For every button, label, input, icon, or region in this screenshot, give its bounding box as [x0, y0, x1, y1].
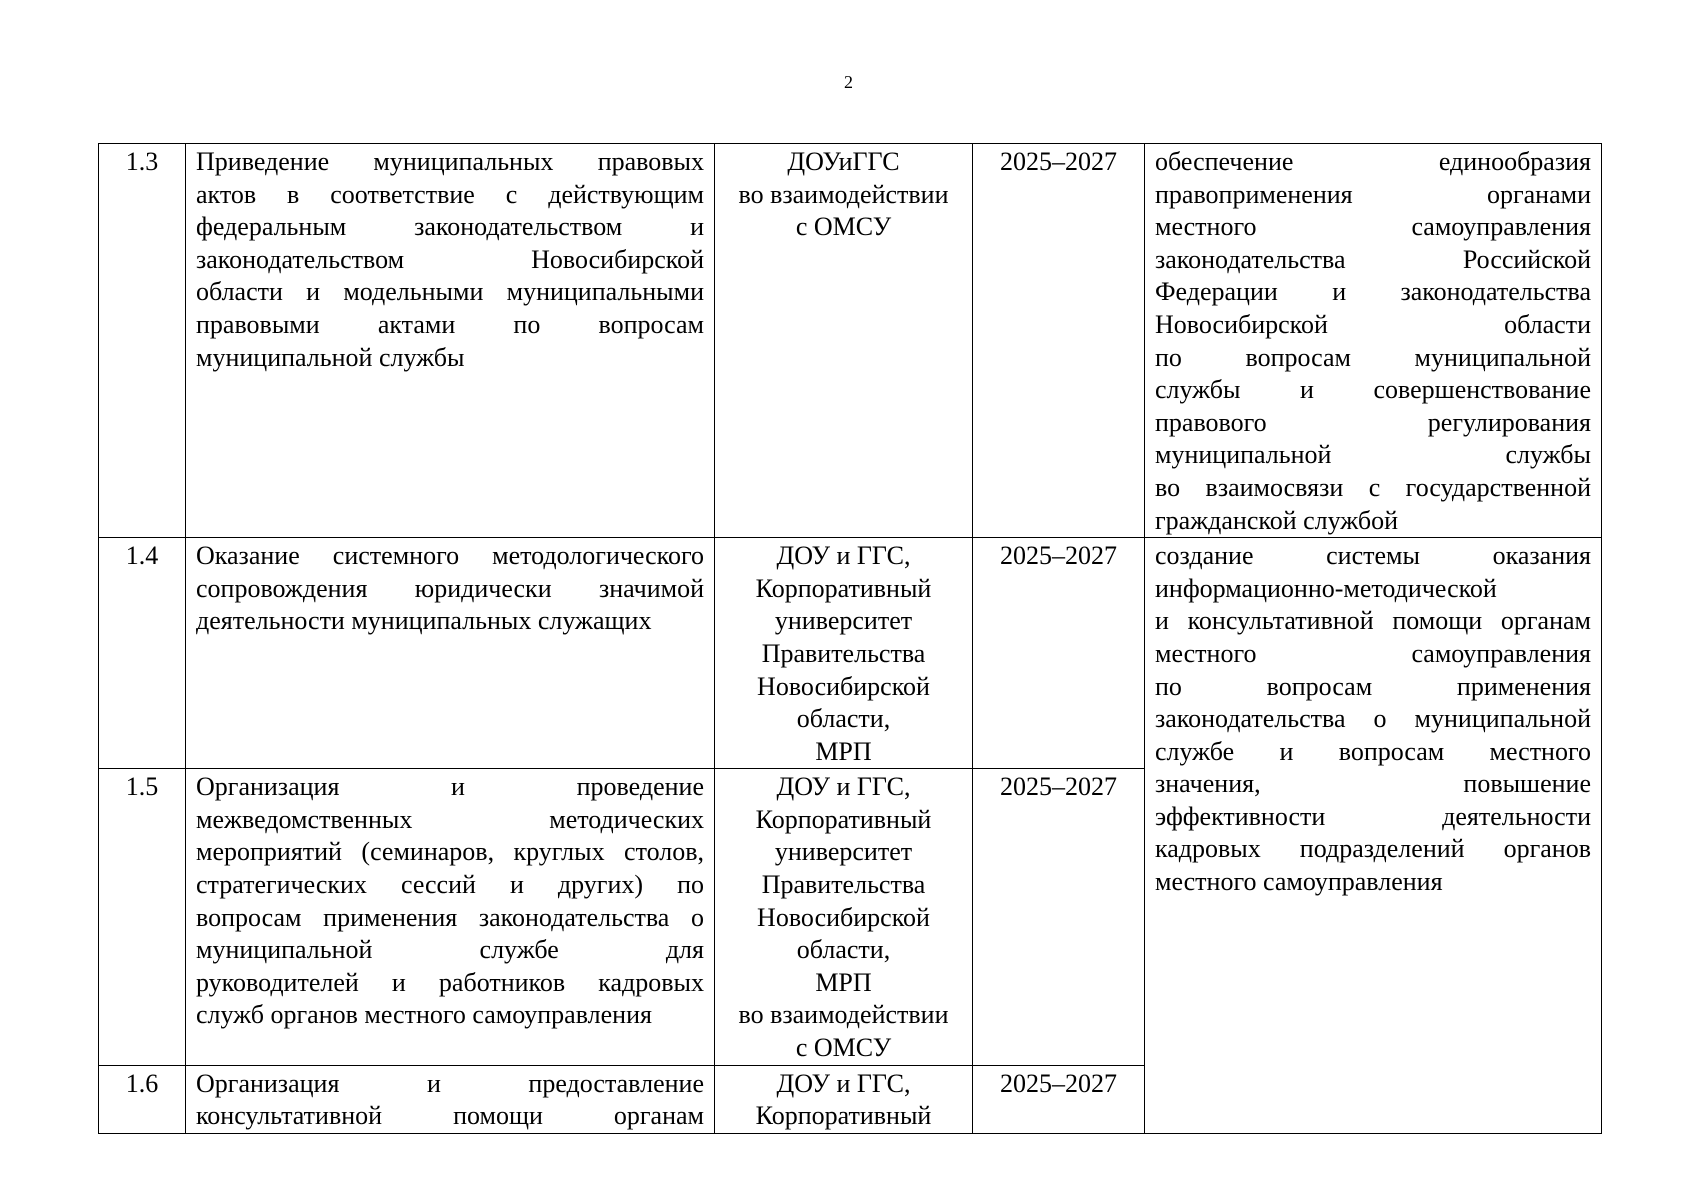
term-cell: 2025–2027: [973, 769, 1145, 1065]
executor-cell: ДОУ и ГГС, Корпоративный университет Правительства Новосибирской области, МРП: [715, 538, 973, 769]
executor-cell: ДОУиГГС во взаимодействии с ОМСУ: [715, 144, 973, 538]
table-row: [99, 538, 1602, 769]
result-cell: обеспечение единообразия правоприменения органами местного самоуправления законодательства Российской Федерации и законодательства Новосибирской области по вопросам муниципальной службы и совершенствование правового регулирования муниципальной службы во взаимосвязи с государственной гражданской службой: [1145, 144, 1602, 538]
executor-cell: ДОУ и ГГС, Корпоративный: [715, 1065, 973, 1133]
result-cell: создание системы оказания информационно-методической и консультативной помощи органам местного самоуправления по вопросам применения законодательства о муниципальной службе и вопросам местного значения, повышение эффективности деятельности кадровых подразделений органов местного самоуправления: [1145, 538, 1602, 1134]
plan-table: [98, 143, 1602, 1134]
action-cell: Организация и предоставление консультативной помощи органам: [186, 1065, 715, 1133]
term-cell: 2025–2027: [973, 144, 1145, 538]
executor-cell: ДОУ и ГГС, Корпоративный университет Правительства Новосибирской области, МРП во взаимодействии с ОМСУ: [715, 769, 973, 1065]
action-cell: Оказание системного методологического сопровождения юридически значимой деятельности муниципальных служащих: [186, 538, 715, 769]
term-cell: 2025–2027: [973, 538, 1145, 769]
row-number: 1.6: [99, 1065, 186, 1133]
action-cell: Приведение муниципальных правовых актов в соответствие с действующим федеральным законодательством и законодательством Новосибирской области и модельными муниципальными правовыми актами по вопросам муниципальной службы: [186, 144, 715, 538]
row-number: 1.4: [99, 538, 186, 769]
row-number: 1.3: [99, 144, 186, 538]
table-row: [99, 144, 1602, 538]
term-cell: 2025–2027: [973, 1065, 1145, 1133]
row-number: 1.5: [99, 769, 186, 1065]
page-number: 2: [844, 72, 853, 92]
action-cell: Организация и проведение межведомственных методических мероприятий (семинаров, круглых столов, стратегических сессий и других) по вопросам применения законодательства о муниципальной службе для руководителей и работников кадровых служб органов местного самоуправления: [186, 769, 715, 1065]
